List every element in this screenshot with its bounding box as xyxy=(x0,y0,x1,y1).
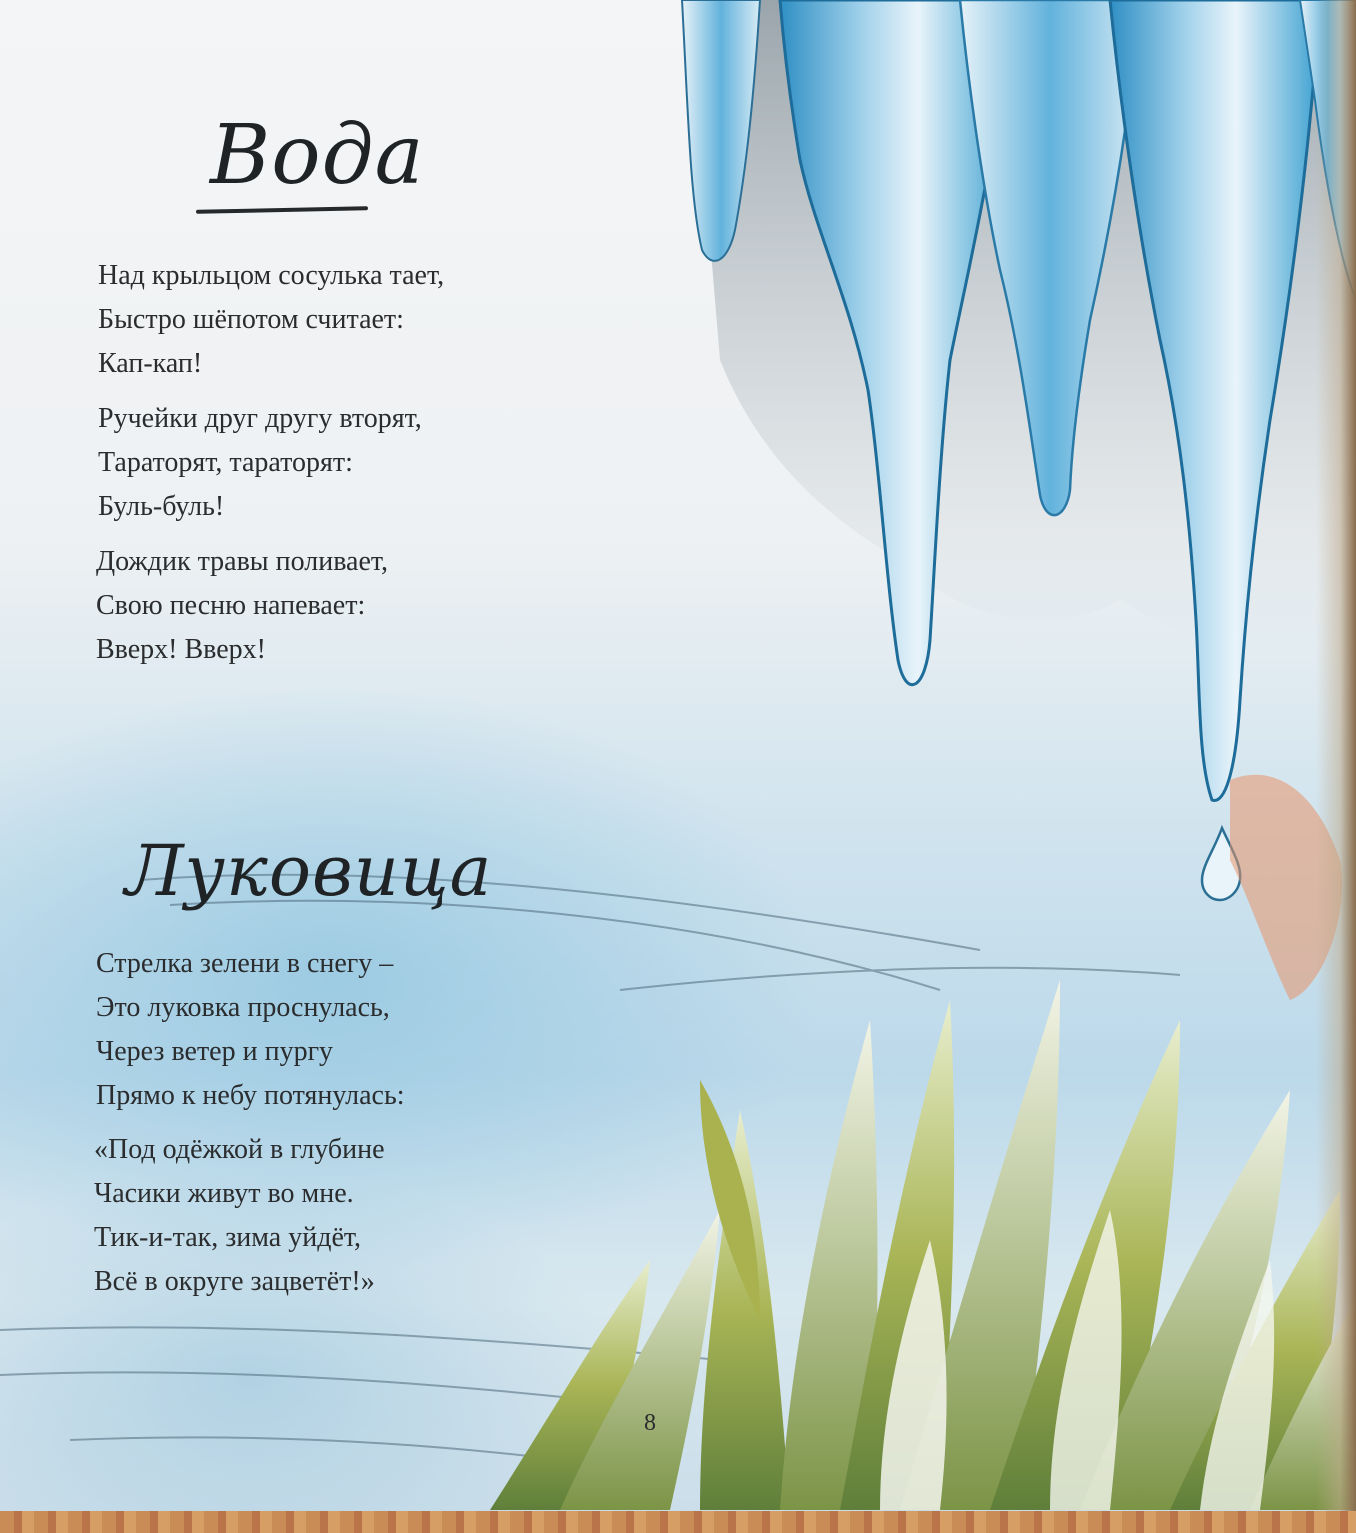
poem-line: Кап-кап! xyxy=(98,348,203,379)
poem-line: Тараторят, тараторят: xyxy=(98,447,353,478)
page-number: 8 xyxy=(644,1410,656,1436)
poem-line: Часики живут во мне. xyxy=(94,1178,354,1209)
poem-line: Это луковка проснулась, xyxy=(96,992,390,1023)
poem-line: Ручейки друг другу вторят, xyxy=(98,403,422,434)
book-spine-edge xyxy=(1316,0,1356,1533)
poem-line: Тик-и-так, зима уйдёт, xyxy=(94,1222,362,1253)
decorative-bottom-border xyxy=(0,1511,1356,1533)
poem-title-lukovica: Луковица xyxy=(125,830,493,912)
poem-line: Вверх! Вверх! xyxy=(96,634,266,665)
poem-line: Через ветер и пургу xyxy=(96,1036,334,1067)
stanza xyxy=(98,254,444,386)
poem-line: Прямо к небу потянулась: xyxy=(96,1080,405,1111)
poem-line: Дождик травы поливает, xyxy=(96,546,389,577)
poem-line: Над крыльцом сосулька тает, xyxy=(98,260,445,291)
poem-title-voda: Вода xyxy=(210,108,425,203)
grass-illustration xyxy=(490,980,1356,1510)
poem-line: Свою песню напевает: xyxy=(96,590,366,621)
poem-line: Буль-буль! xyxy=(98,491,225,522)
stanza xyxy=(94,1128,385,1304)
poem-line: Стрелка зелени в снегу – xyxy=(96,948,394,979)
poem-line: Быстро шёпотом считает: xyxy=(98,304,404,335)
poem-line: «Под одёжкой в глубине xyxy=(94,1134,385,1165)
stanza xyxy=(96,540,388,672)
stanza xyxy=(96,942,405,1118)
stanza xyxy=(98,397,422,529)
poem-line: Всё в округе зацветёт!» xyxy=(94,1266,375,1297)
